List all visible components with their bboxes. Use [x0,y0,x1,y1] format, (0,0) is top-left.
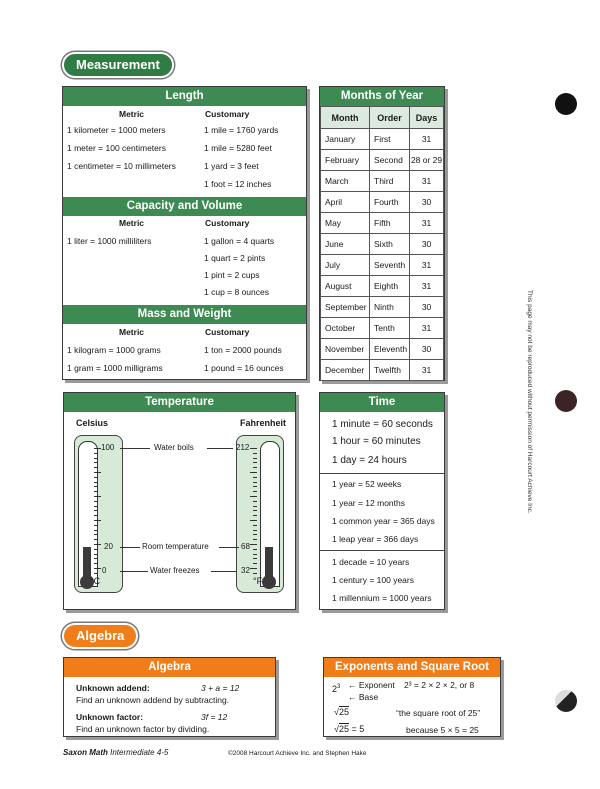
time-row: 1 millennium = 1000 years [332,593,432,603]
freeze-arrow-right [211,571,237,572]
months-header: Months of Year [320,87,444,106]
mass-customary-row: 1 pound = 16 ounces [204,363,284,373]
days-column-header: Days [410,107,444,129]
month-row [321,318,444,339]
thermometer-tick [94,496,101,497]
mass-metric-heading: Metric [119,327,145,337]
month-row [321,171,444,192]
mass-customary-heading: Customary [205,327,250,337]
thermometer-tick [94,462,98,463]
unknown-factor-description: Find an unknown factor by dividing. [76,724,210,734]
thermometer-tick [253,506,257,507]
binder-hole-bottom [555,690,577,712]
time-header: Time [320,393,444,412]
length-metric-heading: Metric [119,109,145,119]
month-name: November [321,339,370,360]
exponent-label: Exponent [358,680,395,690]
time-row: 1 minute = 60 seconds [332,419,433,430]
month-name: August [321,276,370,297]
mass-metric-row: 1 kilogram = 1000 grams [67,345,161,355]
binder-hole-top [555,93,577,115]
month-days: 30 [410,192,444,213]
thermometer-tick [94,515,98,516]
celsius-boil-value: 100 [101,443,115,452]
capacity-customary-heading: Customary [205,218,250,228]
month-days: 28 or 29 [410,150,444,171]
celsius-unit: °C [90,576,101,586]
month-name: February [321,150,370,171]
sqrt-because: because 5 × 5 = 25 [406,725,479,735]
base-number: 2 [332,684,338,694]
fahrenheit-boil-value: 212 [236,443,250,452]
sqrt-radicand: 25 [338,707,349,717]
thermometer-tick [253,549,257,550]
thermometer-tick [94,506,98,507]
thermometer-tick [94,554,98,555]
unknown-addend-equation: 3 + a = 12 [201,683,240,693]
thermometer-tick [250,520,257,521]
time-row: 1 common year = 365 days [332,516,435,526]
month-order: Tenth [370,318,410,339]
thermometer-tick [94,534,98,535]
month-order: Fourth [370,192,410,213]
time-row: 1 hour = 60 minutes [332,436,421,447]
thermometer-tick [253,539,257,540]
thermometer-tick [94,448,101,449]
month-days: 31 [410,360,444,381]
month-days: 31 [410,213,444,234]
thermometer-tick [250,472,257,473]
months-box [319,86,445,381]
footer-brand: Saxon Math [63,748,108,757]
exponent-number: 3 [337,684,341,690]
month-row [321,150,444,171]
freeze-label: Water freezes [150,566,200,575]
celsius-heading: Celsius [76,418,109,428]
month-name: January [321,129,370,150]
mass-header: Mass and Weight [63,305,306,324]
thermometer-tick [94,491,98,492]
capacity-customary-row: 1 quart = 2 pints [204,253,266,263]
length-customary-row: 1 foot = 12 inches [204,179,272,189]
thermometer-tick [253,554,257,555]
sqrt-result: √25 = 5 [334,724,365,734]
thermometer-tick [94,472,101,473]
month-order: Eighth [370,276,410,297]
capacity-metric-row: 1 liter = 1000 milliliters [67,236,152,246]
exponent-line: ← Exponent [348,680,395,690]
length-customary-heading: Customary [205,109,250,119]
thermometer-tick [94,453,98,454]
month-order: Second [370,150,410,171]
month-days: 31 [410,255,444,276]
time-row: 1 year = 52 weeks [332,479,402,489]
month-name: May [321,213,370,234]
thermometer-tick [94,467,98,468]
boil-arrow-left [120,448,150,449]
measurement-section-title: Measurement [62,52,174,78]
month-name: March [321,171,370,192]
month-days: 30 [410,234,444,255]
base-label: Base [358,692,379,702]
month-name: October [321,318,370,339]
boil-label: Water boils [154,443,194,452]
footer-copyright: ©2008 Harcourt Achieve Inc. and Stephen Hake [228,750,367,757]
fahrenheit-heading: Fahrenheit [240,418,287,428]
sqrt-expression: √25 [334,707,349,717]
month-row [321,339,444,360]
capacity-customary-row: 1 cup = 8 ounces [204,287,269,297]
month-order: First [370,129,410,150]
length-customary-row: 1 yard = 3 feet [204,161,259,171]
month-days: 31 [410,318,444,339]
month-order: Seventh [370,255,410,276]
month-days: 31 [410,171,444,192]
mass-customary-row: 1 ton = 2000 pounds [204,345,282,355]
thermometer-tick [253,482,257,483]
room-arrow-left [120,547,140,548]
reproduction-notice: This page may not be reproduced without permission of Harcourt Achieve Inc. [526,290,533,514]
sqrt-description: “the square root of 25” [396,708,481,718]
month-row [321,360,444,381]
algebra-section-title: Algebra [62,623,138,649]
thermometer-tick [250,544,257,545]
time-row: 1 year = 12 months [332,498,406,508]
month-row [321,297,444,318]
month-row [321,129,444,150]
thermometer-tick [94,573,98,574]
fahrenheit-room-value: 68 [241,542,250,551]
thermometer-tick [94,549,98,550]
thermometer-tick [250,496,257,497]
thermometer-tick [253,510,257,511]
month-name: July [321,255,370,276]
month-days: 30 [410,297,444,318]
month-order: Eleventh [370,339,410,360]
mass-metric-row: 1 gram = 1000 milligrams [67,363,163,373]
time-row: 1 day = 24 hours [332,455,407,466]
month-order: Ninth [370,297,410,318]
length-header: Length [63,87,306,106]
thermometer-tick [94,530,98,531]
thermometer-tick [253,525,257,526]
month-column-header: Month [321,107,370,129]
months-table [320,106,444,381]
fahrenheit-unit: °F [253,576,263,586]
length-metric-row: 1 centimeter = 10 millimeters [67,161,176,171]
month-name: December [321,360,370,381]
capacity-customary-row: 1 pint = 2 cups [204,270,260,280]
thermometer-tick [253,467,257,468]
thermometer-tick [94,482,98,483]
thermometer-tick [253,534,257,535]
room-arrow-right [219,547,239,548]
boil-arrow-right [207,448,233,449]
thermometer-tick [94,558,98,559]
months-header-row [321,107,444,129]
temperature-header: Temperature [64,393,295,412]
thermometer-tick [250,568,257,569]
time-row: 1 decade = 10 years [332,557,410,567]
exponent-expansion: 2³ = 2 × 2 × 2, or 8 [404,680,475,690]
unknown-addend-description: Find an unknown addend by subtracting. [76,695,230,705]
thermometer-tick [94,458,98,459]
unknown-factor-label: Unknown factor: [76,712,144,722]
capacity-customary-row: 1 gallon = 4 quarts [204,236,275,246]
time-row: 1 leap year = 366 days [332,534,419,544]
month-name: June [321,234,370,255]
month-days: 31 [410,276,444,297]
algebra-header: Algebra [64,658,275,677]
fahrenheit-freeze-value: 32 [241,566,250,575]
exponents-box [323,657,501,737]
footer-title [63,748,168,757]
length-customary-row: 1 mile = 5280 feet [204,143,272,153]
month-name: September [321,297,370,318]
thermometer-tick [253,491,257,492]
month-row [321,192,444,213]
thermometer-tick [250,448,257,449]
binder-hole-middle [555,390,577,412]
thermometer-tick [94,501,98,502]
month-order: Third [370,171,410,192]
order-column-header: Order [370,107,410,129]
month-order: Fifth [370,213,410,234]
thermometer-tick [94,520,101,521]
celsius-freeze-value: 0 [102,566,107,575]
base-line: ← Base [348,692,379,702]
thermometer-tick [94,539,98,540]
thermometer-tick [94,486,98,487]
fahrenheit-bulb [262,575,276,589]
thermometer-tick [94,568,101,569]
thermometer-tick [253,458,257,459]
thermometer-tick [94,563,98,564]
month-row [321,276,444,297]
temperature-box [63,392,296,610]
measurement-units-box [62,86,307,380]
month-order: Twelfth [370,360,410,381]
length-metric-row: 1 kilometer = 1000 meters [67,125,166,135]
room-label: Room temperature [142,542,209,551]
month-days: 30 [410,339,444,360]
thermometer-tick [253,453,257,454]
sqrt-radicand-2: 25 [338,724,349,734]
thermometer-tick [253,558,257,559]
thermometer-tick [94,544,101,545]
footer-product: Intermediate 4-5 [107,748,169,757]
thermometer-tick [253,462,257,463]
thermometer-tick [253,477,257,478]
time-divider [320,550,444,551]
thermometer-tick [253,573,257,574]
capacity-header: Capacity and Volume [63,197,306,216]
thermometer-tick [253,515,257,516]
sqrt-value: = 5 [348,724,365,734]
freeze-arrow-left [120,571,148,572]
length-metric-row: 1 meter = 100 centimeters [67,143,166,153]
power-expression [332,684,340,694]
time-box [319,392,445,610]
unknown-addend-label: Unknown addend: [76,683,150,693]
exponents-header: Exponents and Square Root [324,658,500,677]
month-order: Sixth [370,234,410,255]
celsius-room-value: 20 [104,542,113,551]
thermometer-tick [94,525,98,526]
algebra-box [63,657,276,737]
month-days: 31 [410,129,444,150]
month-row [321,234,444,255]
thermometer-tick [253,530,257,531]
thermometer-tick [94,510,98,511]
thermometer-tick [253,501,257,502]
thermometer-tick [94,477,98,478]
capacity-metric-heading: Metric [119,218,145,228]
thermometer-tick [253,563,257,564]
month-row [321,213,444,234]
thermometer-tick [253,486,257,487]
time-row: 1 century = 100 years [332,575,414,585]
month-name: April [321,192,370,213]
month-row [321,255,444,276]
length-customary-row: 1 mile = 1760 yards [204,125,279,135]
time-divider [320,473,444,474]
unknown-factor-equation: 3f = 12 [201,712,228,722]
